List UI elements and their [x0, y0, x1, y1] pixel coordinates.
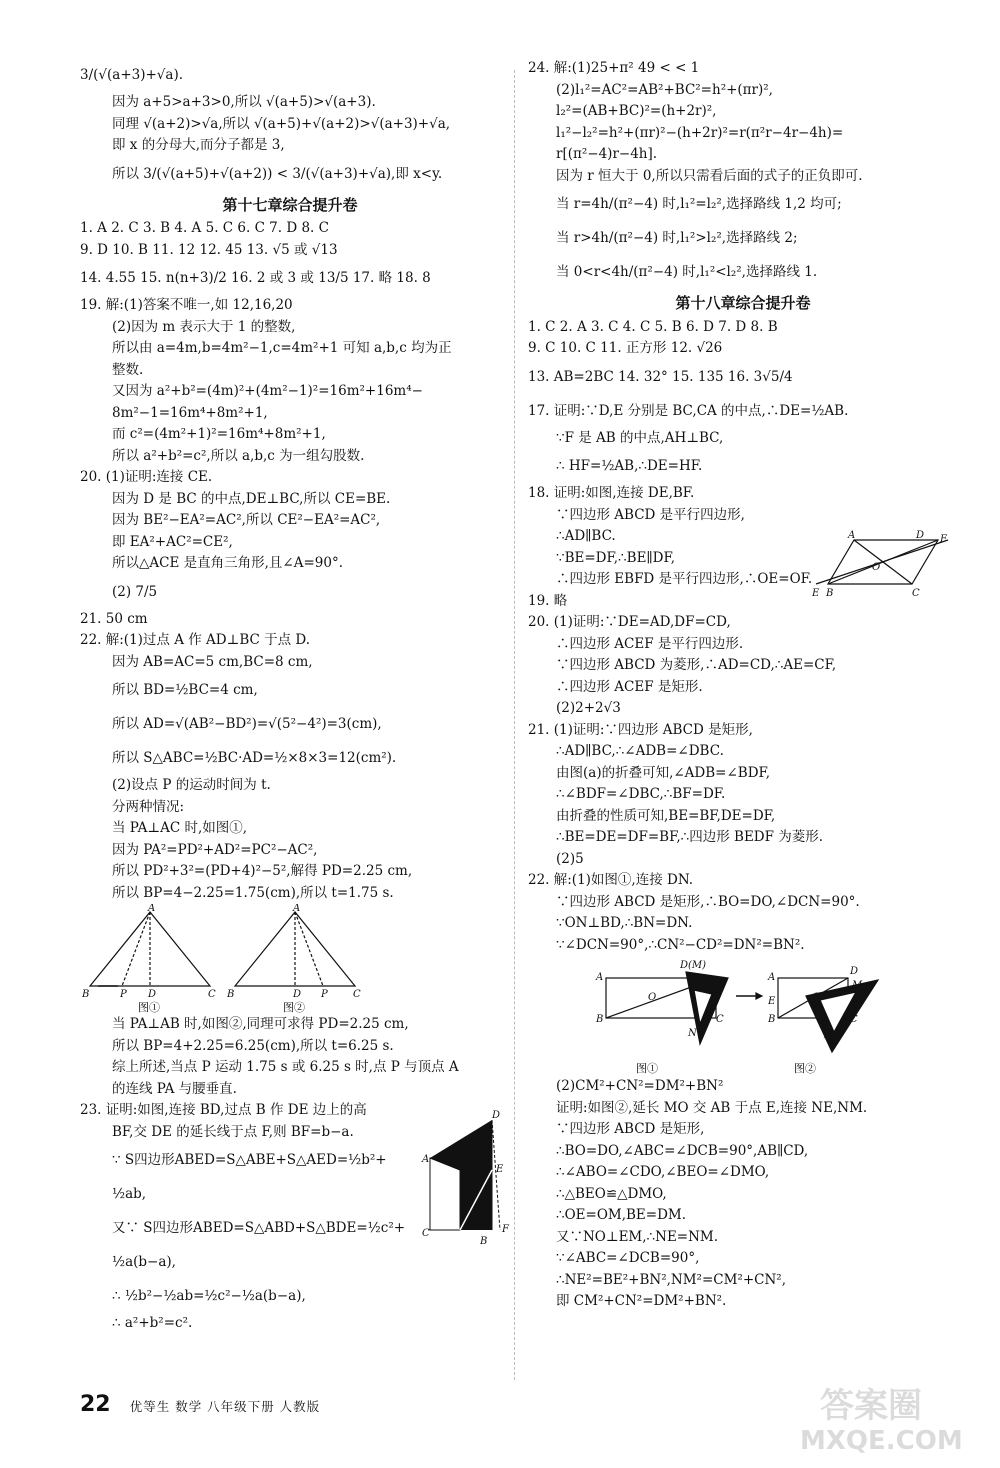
svg-text:C: C	[422, 1228, 430, 1239]
text-line: 23. 证明:如图,连接 BD,过点 B 作 DE 边上的高	[80, 1102, 367, 1118]
figure-parallelogram-18	[812, 530, 962, 600]
text-line: r[(π²−4)r−4h].	[556, 146, 658, 162]
svg-text:D: D	[293, 989, 302, 1000]
text-line: ∵BE=DF,∴BE∥DF,	[556, 549, 676, 566]
text-line: 所以由 a=4m,b=4m²−1,c=4m²+1 可知 a,b,c 均为正	[112, 340, 452, 356]
text-line: 又因为 a²+b²=(4m)²+(4m²−1)²=16m²+16m⁴−	[112, 383, 423, 399]
figure-trapezoid-23	[420, 1110, 520, 1250]
svg-text:B: B	[227, 989, 235, 1000]
section-heading: 第十七章综合提升卷	[222, 195, 358, 214]
book-title: 优等生 数学 八年级下册 人教版	[129, 1399, 321, 1414]
figure-1	[90, 912, 210, 986]
text-line: ∴AD∥BC.	[556, 528, 616, 544]
text-line: 的连线 PA 与腰垂直.	[112, 1080, 237, 1097]
svg-text:P: P	[120, 989, 127, 1000]
text-line: ∴四边形 ACEF 是平行四边形.	[556, 635, 744, 652]
text-line: ∵∠DCN=90°,∴CN²−CD²=DN²=BN².	[556, 936, 805, 953]
svg-text:C: C	[208, 989, 216, 1000]
text-line: 22. 解:(1)过点 A 作 AD⊥BC 于点 D.	[80, 632, 311, 648]
text-line: ∴△BEO≌△DMO,	[556, 1185, 667, 1202]
figure-label: 图①	[636, 1062, 658, 1075]
figure-label: 图②	[283, 1001, 305, 1014]
text-line: 19. 解:(1)答案不唯一,如 12,16,20	[80, 297, 293, 313]
svg-text:E: E	[812, 588, 820, 599]
svg-text:O: O	[648, 992, 657, 1003]
text-line: 所以 PD²+3²=(PD+4)²−5²,解得 PD=2.25 cm,	[112, 863, 413, 879]
text-line: (2) 7/5	[112, 583, 158, 600]
svg-text:D: D	[148, 989, 157, 1000]
right-column	[528, 58, 958, 1313]
text-line: ∴BO=DO,∠ABC=∠DCB=90°,AB∥CD,	[556, 1142, 809, 1159]
text-line: 因为 PA²=PD²+AD²=PC²−AC²,	[112, 841, 318, 858]
text-line: 3/(√(a+3)+√a).	[80, 67, 184, 83]
text-line: ∴ ½b²−½ab=½c²−½a(b−a),	[112, 1288, 306, 1304]
text-line: 所以 BP=4+2.25=6.25(cm),所以 t=6.25 s.	[112, 1037, 394, 1054]
text-line: 21. (1)证明:∵四边形 ABCD 是矩形,	[528, 721, 753, 738]
text-line: (2)因为 m 表示大于 1 的整数,	[112, 318, 296, 335]
svg-text:B: B	[480, 1236, 488, 1247]
svg-text:A: A	[148, 904, 156, 914]
text-line: 由图(a)的折叠可知,∠ADB=∠BDF,	[556, 764, 771, 781]
text-line: ∴∠BDF=∠DBC,∴BF=DF.	[556, 786, 726, 802]
answer-line: 14. 4.55 15. n(n+3)/2 16. 2 或 3 或 13/5 17. 略 18. 8	[80, 270, 431, 286]
text-line: 证明:如图②,延长 MO 交 AB 于点 E,连接 NE,NM.	[556, 1099, 868, 1116]
text-line: 综上所述,当点 P 运动 1.75 s 或 6.25 s 时,点 P 与顶点 A	[112, 1059, 459, 1075]
svg-text:A: A	[596, 972, 604, 983]
svg-text:E: E	[496, 1164, 504, 1175]
text-line: ∴OE=OM,BE=DM.	[556, 1207, 687, 1223]
text-line: ∵ S四边形ABED=S△ABE+S△AED=½b²+	[112, 1152, 387, 1168]
text-line: 18. 证明:如图,连接 DE,BF.	[528, 485, 695, 501]
watermark: 答案圈	[820, 1386, 922, 1426]
text-line: (2)CM²+CN²=DM²+BN²	[556, 1078, 724, 1094]
svg-text:P: P	[321, 989, 328, 1000]
text-line: 所以 AD=√(AB²−BD²)=√(5²−4²)=3(cm),	[112, 716, 382, 732]
svg-text:D(M): D(M)	[680, 960, 707, 971]
svg-text:D: D	[916, 530, 925, 541]
text-line: ∴NE²=BE²+BN²,NM²=CM²+CN²,	[556, 1271, 786, 1288]
answer-line: 1. A 2. C 3. B 4. A 5. C 6. C 7. D 8. C	[80, 220, 329, 236]
svg-text:B: B	[826, 588, 834, 599]
text-line: (2)l₁²=AC²=AB²+BC²=h²+(πr)²,	[556, 81, 773, 98]
text-line: ½a(b−a),	[112, 1254, 176, 1270]
text-line: 因为 BE²−EA²=AC²,所以 CE²−EA²=AC²,	[112, 512, 381, 528]
text-line: l₂²=(AB+BC)²=(h+2r)²,	[556, 103, 717, 119]
text-line: 当 0<r<4h/(π²−4) 时,l₁²<l₂²,选择路线 1.	[556, 264, 818, 280]
text-line: 因为 r 恒大于 0,所以只需看后面的式子的正负即可.	[556, 167, 863, 184]
figure-2	[235, 912, 355, 986]
svg-text:O: O	[812, 992, 821, 1003]
svg-text:M: M	[852, 980, 863, 991]
svg-text:C: C	[716, 1014, 724, 1025]
text-line: 又∵ S四边形ABED=S△ABD+S△BDE=½c²+	[112, 1220, 406, 1236]
text-line: 又∵NO⊥EM,∴NE=NM.	[556, 1228, 719, 1245]
text-line: ∵∠ABC=∠DCB=90°,	[556, 1250, 700, 1266]
text-line: ∴AD∥BC,∴∠ADB=∠DBC.	[556, 743, 724, 759]
svg-text:F: F	[940, 534, 947, 545]
text-line: 因为 a+5>a+3>0,所以 √(a+5)>√(a+3).	[112, 94, 376, 110]
text-line: ∴ a²+b²=c².	[112, 1315, 193, 1331]
svg-text:F: F	[502, 1224, 509, 1235]
svg-text:A: A	[848, 530, 856, 541]
figure-rectangles-22	[588, 956, 888, 1076]
svg-text:D: D	[492, 1110, 501, 1121]
answer-line: 13. AB=2BC 14. 32° 15. 135 16. 3√5/4	[528, 368, 793, 385]
text-line: 同理 √(a+2)>√a,所以 √(a+5)+√(a+2)>√(a+3)+√a,	[112, 115, 451, 132]
text-line: ∴四边形 ACEF 是矩形.	[556, 678, 703, 695]
text-line: (2)2+2√3	[556, 700, 621, 716]
svg-text:B: B	[82, 989, 90, 1000]
text-line: ½ab,	[112, 1186, 147, 1202]
text-line: ∵ON⊥BD,∴BN=DN.	[556, 915, 693, 931]
text-line: 分两种情况:	[112, 798, 185, 815]
text-line: 整数.	[112, 361, 144, 378]
text-line: 当 PA⊥AB 时,如图②,同理可求得 PD=2.25 cm,	[112, 1016, 409, 1032]
text-line: 由折叠的性质可知,BE=BF,DE=DF,	[556, 807, 776, 824]
svg-text:D: D	[850, 966, 859, 977]
text-line: 所以 BP=4−2.25=1.75(cm),所以 t=1.75 s.	[112, 884, 394, 901]
section-heading: 第十八章综合提升卷	[675, 294, 811, 312]
text-line: 20. (1)证明:∵DE=AD,DF=CD,	[528, 614, 731, 630]
svg-text:C: C	[353, 989, 361, 1000]
text-line: 所以 a²+b²=c²,所以 a,b,c 为一组勾股数.	[112, 447, 365, 464]
text-line: ∴BE=DE=DF=BF,∴四边形 BEDF 为菱形.	[556, 829, 824, 845]
answer-line: 9. C 10. C 11. 正方形 12. √26	[528, 340, 723, 356]
text-line: 即 x 的分母大,而分子都是 3,	[112, 137, 285, 153]
page-number: 22	[80, 1392, 111, 1417]
text-line: ∵四边形 ABCD 是矩形,	[556, 1121, 705, 1137]
page-footer	[80, 1392, 320, 1417]
text-line: 24. 解:(1)25+π² 49 < < 1	[528, 60, 700, 76]
svg-text:B: B	[768, 1014, 776, 1025]
svg-text:A: A	[422, 1154, 430, 1165]
text-line: 即 EA²+AC²=CE²,	[112, 533, 233, 550]
text-line: ∴∠ABO=∠CDO,∠BEO=∠DMO,	[556, 1164, 770, 1180]
text-line: ∵四边形 ABCD 为菱形,∴AD=CD,∴AE=CF,	[556, 657, 837, 673]
text-line: 22. 解:(1)如图①,连接 DN.	[528, 872, 694, 888]
text-line: 17. 证明:∵D,E 分别是 BC,CA 的中点,∴DE=½AB.	[528, 402, 849, 419]
text-line: 因为 D 是 BC 的中点,DE⊥BC,所以 CE=BE.	[112, 490, 391, 507]
watermark-url: MXQE.COM	[800, 1426, 963, 1456]
text-line: 8m²−1=16m⁴+8m²+1,	[112, 404, 268, 421]
text-line: ∵四边形 ABCD 是矩形,∴BO=DO,∠DCN=90°.	[556, 893, 860, 910]
text-line: ∵四边形 ABCD 是平行四边形,	[556, 506, 745, 523]
text-line: ∴ HF=½AB,∴DE=HF.	[556, 458, 703, 474]
answer-line: 9. D 10. B 11. 12 12. 45 13. √5 或 √13	[80, 241, 338, 258]
svg-text:B: B	[596, 1014, 604, 1025]
text-line: BF,交 DE 的延长线于点 F,则 BF=b−a.	[112, 1123, 354, 1140]
figure-triangles-22	[80, 904, 380, 1014]
svg-text:C: C	[850, 1014, 858, 1025]
text-line: 20. (1)证明:连接 CE.	[80, 469, 213, 485]
text-line: ∵F 是 AB 的中点,AH⊥BC,	[556, 429, 724, 446]
figure-label: 图②	[794, 1062, 816, 1075]
text-line: 即 CM²+CN²=DM²+BN².	[556, 1293, 727, 1309]
text-line: (2)设点 P 的运动时间为 t.	[112, 777, 271, 793]
text-line: 当 r=4h/(π²−4) 时,l₁²=l₂²,选择路线 1,2 均可;	[556, 196, 842, 212]
text-line: (2)5	[556, 850, 584, 867]
text-line: ∴四边形 EBFD 是平行四边形,∴OE=OF.	[556, 571, 813, 587]
svg-text:E: E	[768, 996, 776, 1007]
svg-text:A: A	[293, 904, 301, 914]
text-line: 19. 略	[528, 592, 568, 609]
svg-text:A: A	[768, 972, 776, 983]
text-line: 当 r>4h/(π²−4) 时,l₁²>l₂²,选择路线 2;	[556, 230, 798, 246]
text-line: 而 c²=(4m²+1)²=16m⁴+8m²+1,	[112, 426, 326, 442]
text-line: 所以 3/(√(a+5)+√(a+2)) < 3/(√(a+3)+√a),即 x<y.	[112, 165, 443, 182]
text-line: 当 PA⊥AC 时,如图①,	[112, 820, 248, 836]
svg-text:C: C	[912, 588, 920, 599]
text-line: 所以△ACE 是直角三角形,且∠A=90°.	[112, 555, 343, 571]
answer-line: 1. C 2. A 3. C 4. C 5. B 6. D 7. D 8. B	[528, 318, 778, 335]
figure-label: 图①	[138, 1001, 160, 1014]
svg-text:N: N	[824, 1030, 833, 1041]
text-line: l₁²−l₂²=h²+(πr)²−(h+2r)²=r(π²r−4r−4h)=	[556, 124, 844, 141]
svg-text:O: O	[872, 562, 881, 573]
text-line: 因为 AB=AC=5 cm,BC=8 cm,	[112, 653, 313, 670]
text-line: 所以 BD=½BC=4 cm,	[112, 682, 258, 698]
svg-text:N: N	[688, 1028, 697, 1039]
text-line: 21. 50 cm	[80, 610, 148, 627]
text-line: 所以 S△ABC=½BC·AD=½×8×3=12(cm²).	[112, 750, 397, 766]
